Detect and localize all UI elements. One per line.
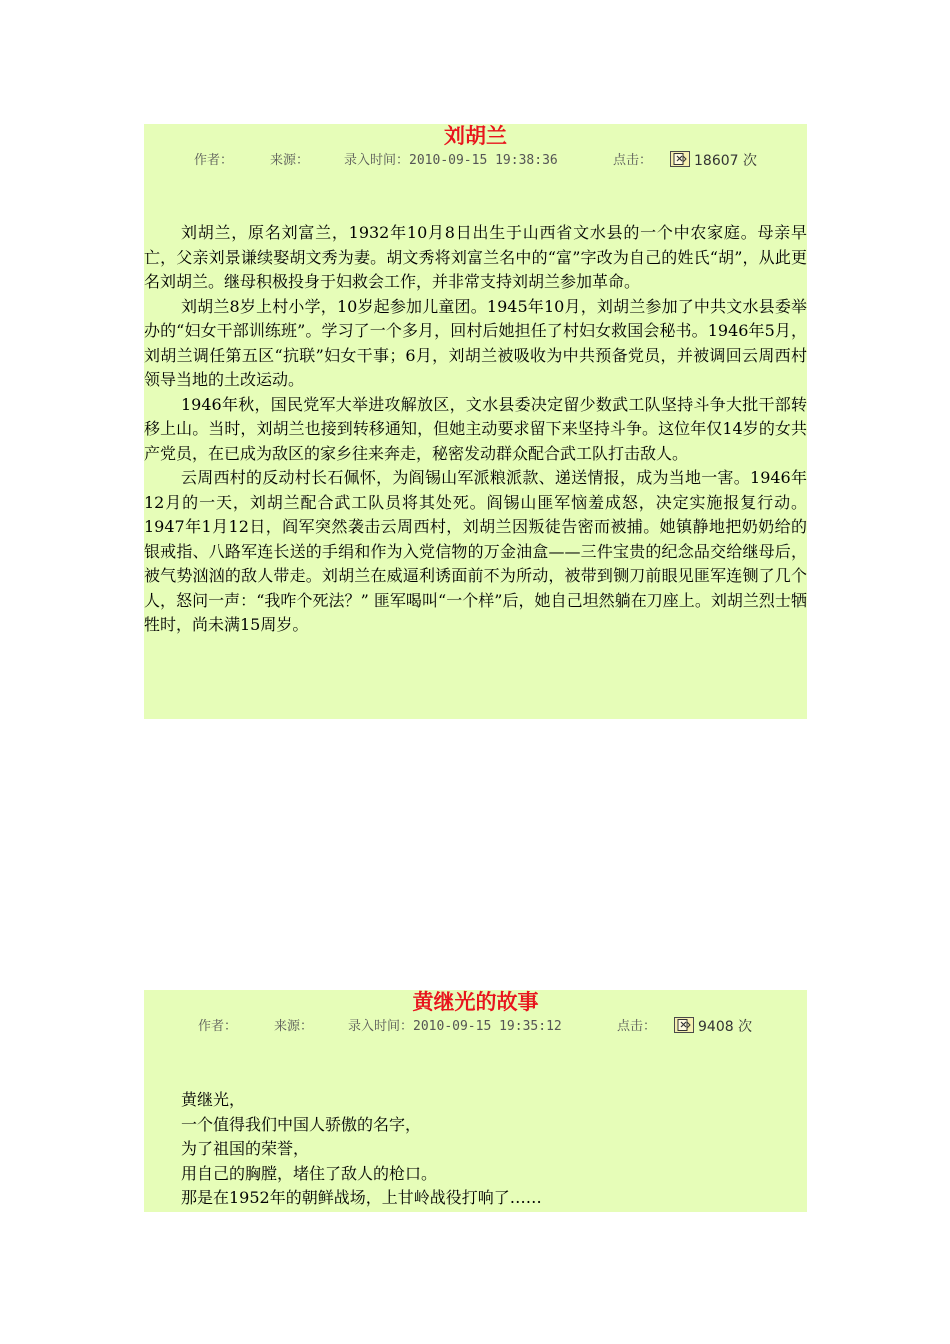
article-huang-jiguang — [144, 990, 807, 1212]
entry-time-value: 2010-09-15 19:35:12 — [413, 1019, 562, 1034]
article-body — [144, 1088, 807, 1211]
hits-label: 点击： — [613, 153, 653, 168]
entry-time — [344, 151, 558, 171]
poem-line: 为了祖国的荣誉， — [181, 1139, 310, 1158]
hits-label: 点击： — [617, 1019, 657, 1034]
entry-time-value: 2010-09-15 19:38:36 — [409, 153, 558, 168]
article-meta — [144, 1017, 807, 1037]
hits-count: 18607 次 — [694, 153, 757, 169]
paragraph: 云周西村的反动村长石佩怀，为阎锡山军派粮派款、递送情报，成为当地一害。1946年12月的一天，刘胡兰配合武工队员将其处死。阎锡山匪军恼羞成怒，决定实施报复行动。1947年1月12日，阎军突然袭击云周西村，刘胡兰因叛徒告密而被捕。她镇静地把奶奶给的银戒指、八路军连长送的手绢和作为入党信物的万金油盒——三件宝贵的纪念品交给继母后，被气势汹汹的敌人带走。刘胡兰在威逼利诱面前不为所动，被带到铡刀前眼见匪军连铡了几个人，怒问一声：“我咋个死法？” 匪军喝叫“一个样”后，她自己坦然躺在刀座上。刘胡兰烈士牺牲时，尚未满15周岁。 — [144, 468, 807, 634]
article-body — [144, 221, 807, 638]
source-label: 来源： — [270, 153, 310, 168]
author-label: 作者： — [198, 1019, 238, 1034]
author-label: 作者： — [194, 153, 234, 168]
article-liu-hulan — [144, 124, 807, 719]
entry-time — [348, 1017, 562, 1037]
hits-count: 9408 次 — [698, 1019, 753, 1035]
poem-line: 那是在1952年的朝鲜战场，上甘岭战役打响了…… — [181, 1188, 542, 1207]
document-hits-icon — [670, 151, 690, 167]
poem-line: 一个值得我们中国人骄傲的名字， — [181, 1114, 422, 1134]
poem-line: 用自己的胸膛，堵住了敌人的枪口。 — [181, 1163, 438, 1183]
source-label: 来源： — [274, 1019, 314, 1034]
paragraph: 刘胡兰8岁上村小学，10岁起参加儿童团。1945年10月，刘胡兰参加了中共文水县委举办的“妇女干部训练班”。学习了一个多月，回村后她担任了村妇女救国会秘书。1946年5月，刘胡兰调任第五区“抗联”妇女干事；6月，刘胡兰被吸收为中共预备党员，并被调回云周西村领导当地的土改运动。 — [144, 296, 807, 389]
entry-time-label: 录入时间： — [348, 1019, 414, 1034]
poem-line: 黄继光， — [181, 1090, 246, 1109]
article-title[interactable]: 黄继光的故事 — [412, 990, 539, 1014]
article-meta — [144, 151, 807, 171]
paragraph: 刘胡兰，原名刘富兰，1932年10月8日出生于山西省文水县的一个中农家庭。母亲早亡，父亲刘景谦续娶胡文秀为妻。胡文秀将刘富兰名中的“富”字改为自己的姓氏“胡”，从此更名刘胡兰。继母积极投身于妇救会工作，并非常支持刘胡兰参加革命。 — [144, 223, 807, 291]
article-title[interactable]: 刘胡兰 — [444, 124, 507, 148]
paragraph: 1946年秋，国民党军大举进攻解放区，文水县委决定留少数武工队坚持斗争大批干部转移上山。当时，刘胡兰也接到转移通知，但她主动要求留下来坚持斗争。这位年仅14岁的女共产党员，在已成为敌区的家乡往来奔走，秘密发动群众配合武工队打击敌人。 — [144, 394, 807, 463]
document-hits-icon — [674, 1017, 694, 1033]
entry-time-label: 录入时间： — [344, 153, 410, 168]
